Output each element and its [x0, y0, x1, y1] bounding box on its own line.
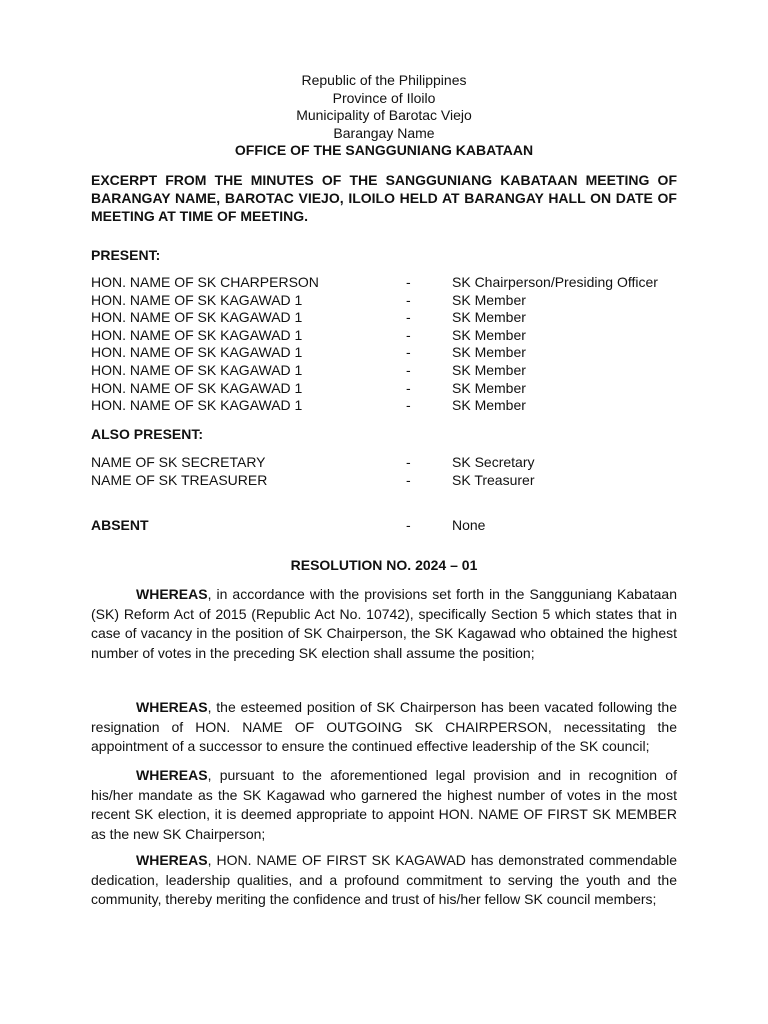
separator-dash: - — [406, 291, 411, 308]
resolution-title: RESOLUTION NO. 2024 – 01 — [290, 557, 478, 573]
member-role: SK Member — [452, 326, 526, 343]
whereas-keyword: WHEREAS — [136, 699, 208, 715]
member-name: HON. NAME OF SK KAGAWAD 1 — [91, 344, 303, 361]
member-role: SK Secretary — [452, 454, 535, 470]
roster-row — [91, 362, 691, 380]
roster-row — [91, 472, 691, 490]
whereas-keyword: WHEREAS — [136, 767, 208, 783]
absent-value: None — [452, 517, 486, 533]
roster-row — [91, 397, 691, 415]
roster-row — [91, 344, 691, 362]
whereas-paragraph — [91, 766, 677, 844]
separator-dash: - — [406, 344, 411, 361]
header-province: Province of Iloilo — [332, 89, 436, 106]
separator-dash: - — [406, 361, 411, 378]
member-name: HON. NAME OF SK KAGAWAD 1 — [91, 291, 303, 308]
member-role: SK Member — [452, 309, 526, 326]
member-role: SK Member — [452, 361, 526, 378]
roster-row — [91, 309, 691, 327]
separator-dash: - — [406, 454, 411, 470]
member-name: NAME OF SK TREASURER — [91, 471, 268, 488]
header-barangay: Barangay Name — [333, 124, 435, 141]
separator-dash: - — [406, 379, 411, 396]
separator-dash: - — [406, 326, 411, 343]
member-role: SK Treasurer — [452, 471, 535, 488]
excerpt-heading: EXCERPT FROM THE MINUTES OF THE SANGGUNIANG KABATAAN MEETING OF BARANGAY NAME, BAROTAC VIEJO, ILOILO HELD AT BARANGAY HALL ON DATE OF MEETING AT TIME OF MEETING. — [91, 172, 677, 224]
member-name: HON. NAME OF SK KAGAWAD 1 — [91, 326, 303, 343]
header-municipality: Municipality of Barotac Viejo — [296, 107, 472, 124]
also-present-label: ALSO PRESENT: — [91, 426, 204, 442]
member-role: SK Member — [452, 344, 526, 361]
member-name: HON. NAME OF SK KAGAWAD 1 — [91, 397, 303, 414]
roster-row — [91, 292, 691, 310]
separator-dash: - — [406, 517, 411, 533]
member-name: NAME OF SK SECRETARY — [91, 454, 266, 470]
roster-row — [91, 327, 691, 345]
header-office: OFFICE OF THE SANGGUNIANG KABATAAN — [234, 142, 534, 159]
roster-row — [91, 274, 691, 292]
whereas-keyword: WHEREAS — [136, 852, 208, 868]
paragraph-text: , in accordance with the provisions set forth in the Sangguniang Kabataan (SK) Reform Act of 2015 (Republic Act No. 10742), specifically Section 5 which states that in case of vacancy in the position of SK Chairperson, the SK Kagawad who obtained the highest number of votes in the preceding SK election shall assume the position; — [91, 586, 677, 661]
separator-dash: - — [406, 309, 411, 326]
present-label: PRESENT: — [91, 247, 161, 263]
roster-row — [91, 454, 691, 472]
separator-dash: - — [406, 471, 411, 488]
whereas-paragraph — [91, 585, 677, 663]
member-role: SK Member — [452, 291, 526, 308]
separator-dash: - — [406, 274, 411, 290]
whereas-paragraph — [91, 698, 677, 757]
whereas-paragraph — [91, 851, 677, 910]
member-name: HON. NAME OF SK KAGAWAD 1 — [91, 309, 303, 326]
paragraph-text: , the esteemed position of SK Chairperson has been vacated following the resignation of HON. NAME OF OUTGOING SK CHAIRPERSON, necessitating the appointment of a successor to ensure the continued effective leadership of the SK council; — [91, 699, 677, 754]
separator-dash: - — [406, 397, 411, 414]
roster-row — [91, 380, 691, 398]
member-name: HON. NAME OF SK KAGAWAD 1 — [91, 379, 303, 396]
absent-label: ABSENT — [91, 517, 149, 533]
member-role: SK Chairperson/Presiding Officer — [452, 274, 658, 290]
member-name: HON. NAME OF SK KAGAWAD 1 — [91, 361, 303, 378]
absent-row — [91, 517, 691, 535]
member-role: SK Member — [452, 397, 526, 414]
paragraph-text: , pursuant to the aforementioned legal provision and in recognition of his/her mandate as the SK Kagawad who garnered the highest number of votes in the most recent SK election, it is deemed appropriate to appoint HON. NAME OF FIRST SK MEMBER as the new SK Chairperson; — [91, 767, 677, 842]
whereas-keyword: WHEREAS — [136, 586, 208, 602]
also-present-roster — [91, 454, 691, 489]
document-header — [0, 72, 768, 160]
present-roster — [91, 274, 691, 415]
paragraph-text: , HON. NAME OF FIRST SK KAGAWAD has demonstrated commendable dedication, leadership qualities, and a profound commitment to serving the youth and the community, thereby meriting the confidence and trust of his/her fellow SK council members; — [91, 852, 677, 907]
member-name: HON. NAME OF SK CHARPERSON — [91, 274, 319, 290]
header-republic: Republic of the Philippines — [301, 72, 467, 88]
member-role: SK Member — [452, 379, 526, 396]
